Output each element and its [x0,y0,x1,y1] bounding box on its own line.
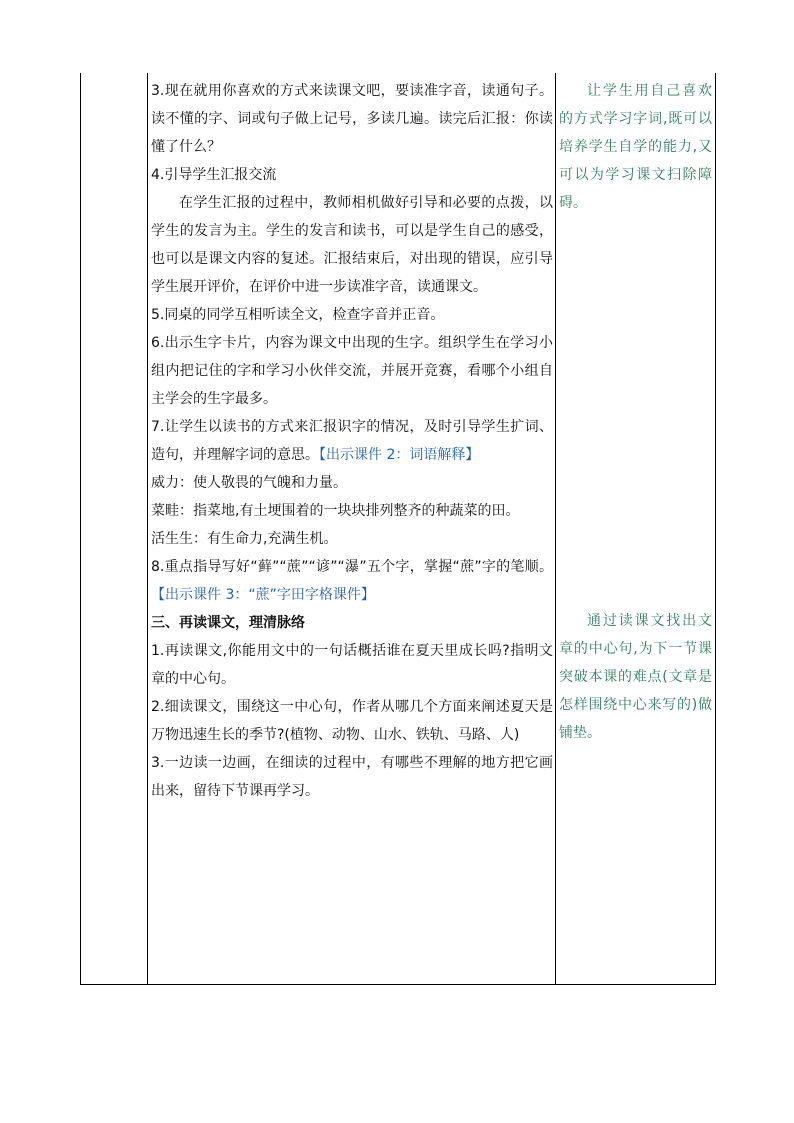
courseware-cue: 【出示课件 2：词语解释】 [319,447,480,463]
step-7-text: 7.让学生以读书的方式来汇报识字的情况，及时引导学生扩词、造句，并理解字词的意思。 [151,419,553,463]
report-guidance-paragraph: 在学生汇报的过程中，教师相机做好引导和必要的点拨，以学生的发言为主。学生的发言和读书，可以是学生自己的感受，也可以是课文内容的复述。汇报结束后，对出现的错误，应引导学生展开评价，在评价中进一步读准字音，读通课文。 [151,195,553,295]
design-note-1 [559,77,712,217]
section-heading: 三、再读课文，理清脉络 [151,615,305,631]
reread-step-2: 2.细读课文，围绕这一中心句，作者从哪几个方面来阐述夏天是万物迅速生长的季节?(植物、动物、山水、铁轨、马路、人) [151,699,553,743]
step-5-paragraph: 5.同桌的同学互相听读全文，检查字音并正音。 [151,307,445,323]
step-4-paragraph: 4.引导学生汇报交流 [151,167,277,183]
definition-huoshengsheng: 活生生：有生命力,充满生机。 [151,531,338,547]
definition-weili: 威力：使人敬畏的气魄和力量。 [151,475,347,491]
courseware-cue: 【出示课件 3：“蔗”字田字格课件】 [151,587,375,603]
column-divider [555,73,556,984]
design-note-text: 让学生用自己喜欢的方式学习字词,既可以培养学生自学的能力,又可以为学习课文扫除障碍。 [559,83,712,211]
step-3-paragraph: 3.现在就用你喜欢的方式来读课文吧，要读准字音，读通句子。读不懂的字、词或句子做上记号，多读几遍。读完后汇报：你读懂了什么？ [151,83,553,155]
lesson-table [80,73,716,985]
design-note-text: 通过读课文找出文章的中心句,为下一节课突破本课的难点(文章是怎样围绕中心来写的)做铺垫。 [559,613,712,741]
step-8-text: 8.重点指导写好“藓”“蔗”“谚”“瀑”五个字，掌握“蔗”字的笔顺。 [151,559,553,575]
design-note-2 [559,607,712,747]
step-8-paragraph [151,553,553,609]
step-6-paragraph: 6.出示生字卡片，内容为课文中出现的生字。组织学生在学习小组内把记住的字和学习小伙伴交流，并展开竞赛，看哪个小组自主学会的生字最多。 [151,335,553,407]
column-divider [147,73,148,984]
reread-step-3: 3.一边读一边画，在细读的过程中，有哪些不理解的地方把它画出来，留待下节课再学习。 [151,755,553,799]
definition-caiqi: 菜畦：指菜地,有土埂围着的一块块排列整齐的种蔬菜的田。 [151,503,520,519]
step-7-paragraph [151,413,553,469]
teaching-process-column [151,77,553,805]
reread-step-1: 1.再读课文,你能用文中的一句话概括谁在夏天里成长吗?指明文章的中心句。 [151,643,553,687]
